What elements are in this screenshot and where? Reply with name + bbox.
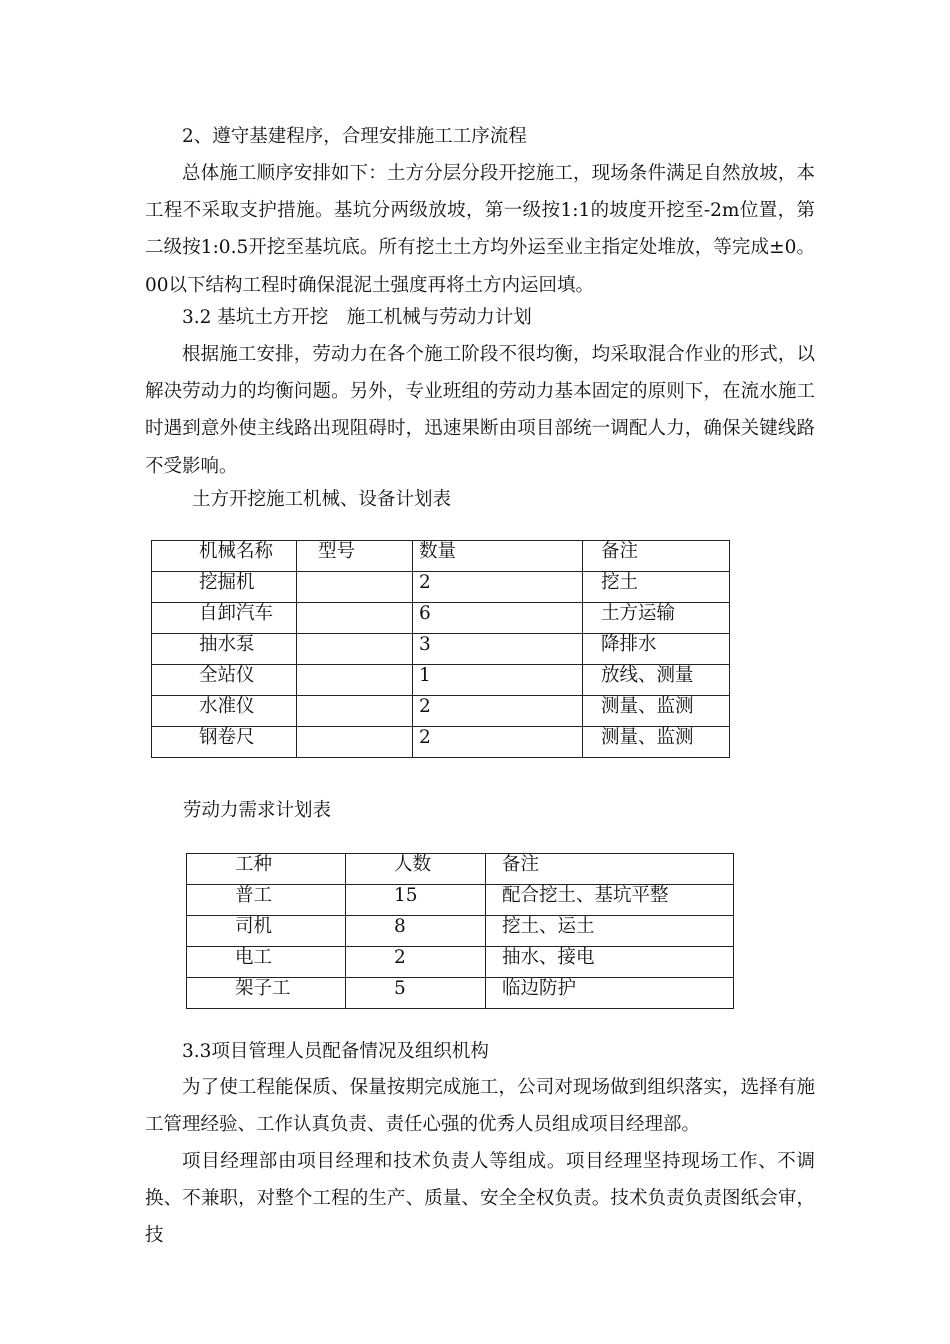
table-cell <box>297 572 413 603</box>
section-3-2-heading: 3.2 基坑土方开挖 施工机械与劳动力计划 <box>182 307 532 328</box>
table-cell: 挖土、运土 <box>486 916 734 947</box>
table-cell: 水准仪 <box>152 696 297 727</box>
table-cell: 2 <box>413 696 583 727</box>
table-row <box>152 634 730 665</box>
table-cell: 电工 <box>187 947 346 978</box>
table-row <box>187 916 734 947</box>
table-cell: 架子工 <box>187 978 346 1009</box>
table-header-row <box>187 854 734 885</box>
table-cell: 土方运输 <box>583 603 730 634</box>
table-cell: 挖土 <box>583 572 730 603</box>
section-3-3-body-1: 为了使工程能保质、保量按期完成施工，公司对现场做到组织落实，选择有施工管理经验、工作认真负责、责任心强的优秀人员组成项目经理部。 <box>145 1077 815 1136</box>
table-row <box>152 572 730 603</box>
table-header-cell: 机械名称 <box>152 541 297 572</box>
machine-table-caption: 土方开挖施工机械、设备计划表 <box>192 489 452 510</box>
table-row <box>152 727 730 758</box>
table-cell: 5 <box>346 978 486 1009</box>
table-cell <box>297 603 413 634</box>
table-cell <box>297 634 413 665</box>
machine-table-body <box>152 541 730 758</box>
table-cell: 2 <box>413 727 583 758</box>
table-cell: 8 <box>346 916 486 947</box>
table-row <box>152 696 730 727</box>
table-cell: 1 <box>413 665 583 696</box>
table-cell: 钢卷尺 <box>152 727 297 758</box>
table-cell: 6 <box>413 603 583 634</box>
table-cell <box>297 696 413 727</box>
table-header-cell: 型号 <box>297 541 413 572</box>
section-3-3-heading: 3.3项目管理人员配备情况及组织机构 <box>182 1041 489 1062</box>
table-cell: 15 <box>346 885 486 916</box>
table-cell <box>297 665 413 696</box>
table-header-cell: 备注 <box>486 854 734 885</box>
labor-table-body <box>187 854 734 1009</box>
table-row <box>187 885 734 916</box>
table-header-row <box>152 541 730 572</box>
table-cell: 测量、监测 <box>583 696 730 727</box>
section-3-3-body-2: 项目经理部由项目经理和技术负责人等组成。项目经理坚持现场工作、不调换、不兼职，对整个工程的生产、质量、安全全权负责。技术负责负责图纸会审，技 <box>145 1151 815 1247</box>
table-row <box>187 978 734 1009</box>
table-cell: 临边防护 <box>486 978 734 1009</box>
table-cell: 降排水 <box>583 634 730 665</box>
labor-table-caption: 劳动力需求计划表 <box>183 800 332 821</box>
table-cell: 司机 <box>187 916 346 947</box>
section-3-2-body: 根据施工安排，劳动力在各个施工阶段不很均衡，均采取混合作业的形式，以解决劳动力的均衡问题。另外，专业班组的劳动力基本固定的原则下，在流水施工时遇到意外使主线路出现阻碍时，迅速果断由项目部统一调配人力，确保关键线路不受影响。 <box>145 344 815 477</box>
table-cell: 测量、监测 <box>583 727 730 758</box>
table-cell: 自卸汽车 <box>152 603 297 634</box>
table-cell: 抽水泵 <box>152 634 297 665</box>
labor-demand-table <box>186 853 734 1009</box>
table-cell: 普工 <box>187 885 346 916</box>
table-header-cell: 工种 <box>187 854 346 885</box>
section-2-heading: 2、遵守基建程序，合理安排施工工序流程 <box>182 126 527 147</box>
table-header-cell: 数量 <box>413 541 583 572</box>
table-cell: 3 <box>413 634 583 665</box>
table-cell: 放线、测量 <box>583 665 730 696</box>
section-2-body: 总体施工顺序安排如下：土方分层分段开挖施工，现场条件满足自然放坡，本工程不采取支护措施。基坑分两级放坡，第一级按1:1的坡度开挖至-2m位置，第二级按1:0.5开挖至基坑底。所有挖土土方均外运至业主指定处堆放，等完成±0。00以下结构工程时确保混泥土强度再将土方内运回填。 <box>145 163 815 296</box>
table-header-cell: 人数 <box>346 854 486 885</box>
machine-equipment-table <box>151 540 730 758</box>
table-cell: 抽水、接电 <box>486 947 734 978</box>
table-cell: 全站仪 <box>152 665 297 696</box>
table-cell: 2 <box>413 572 583 603</box>
table-row <box>152 603 730 634</box>
table-row <box>152 665 730 696</box>
table-cell <box>297 727 413 758</box>
table-row <box>187 947 734 978</box>
table-cell: 配合挖土、基坑平整 <box>486 885 734 916</box>
table-header-cell: 备注 <box>583 541 730 572</box>
table-cell: 挖掘机 <box>152 572 297 603</box>
table-cell: 2 <box>346 947 486 978</box>
